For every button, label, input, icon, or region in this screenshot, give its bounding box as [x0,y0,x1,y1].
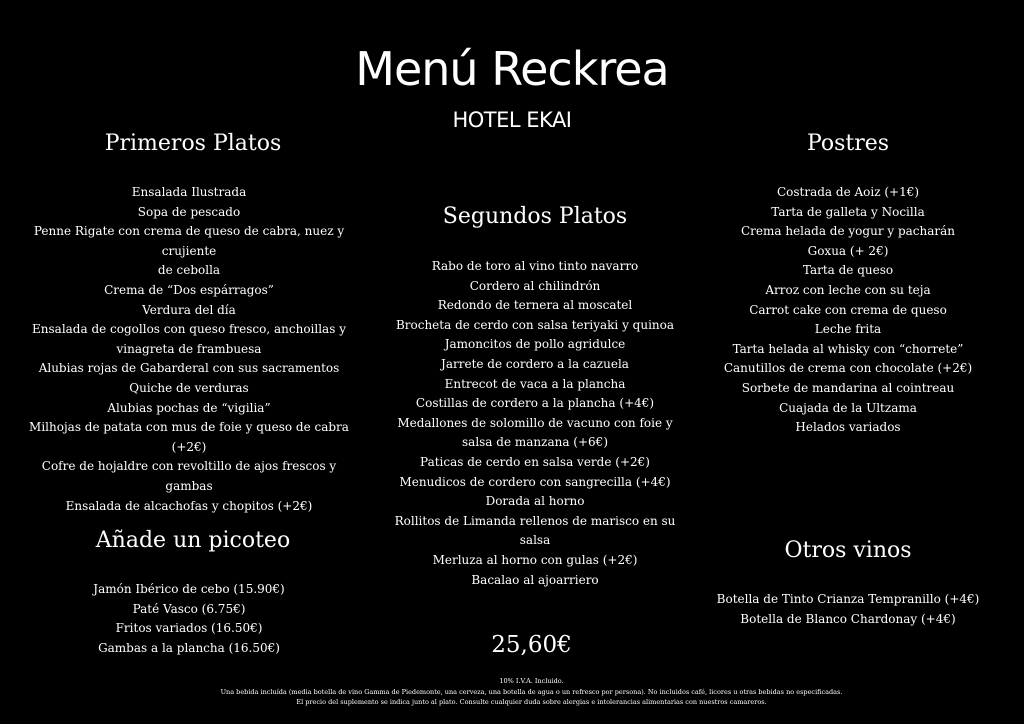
postres-heading: Postres [806,131,890,156]
list-item: salsa de manzana (+6€) [462,435,608,450]
list-item: Ensalada de cogollos con queso fresco, anchoillas y [32,322,346,337]
menu-title: Menú Reckrea [355,42,669,96]
postres-list [700,183,996,438]
hotel-name: HOTEL EKAI [452,108,572,132]
list-item: Cuajada de la Ultzama [779,400,917,415]
list-item: Redondo de ternera al moscatel [437,298,633,313]
list-item: Milhojas de patata con mus de foie y queso de cabra (+2€) [29,420,349,454]
list-item: Sorbete de mandarina al cointreau [741,380,955,395]
list-item: Jamoncitos de pollo agridulce [444,337,626,352]
list-item: Alubias rojas de Gabarderal con sus sacramentos [38,361,340,376]
list-item: Costrada de Aoiz (+1€) [776,185,920,199]
footer-iva: 10% I.V.A. Incluido. [499,677,564,685]
list-item: Crema de “Dos espárragos” [104,282,274,297]
list-item: Fritos variados (16.50€) [115,621,263,636]
list-item: Penne Rigate con crema de queso de cabra, nuez y crujiente [33,224,345,258]
list-item: vinagreta de frambuesa [116,341,262,356]
list-item: Helados variados [795,420,901,435]
list-item: Merluza al horno con gulas (+2€) [432,552,638,567]
list-item: Cordero al chilindrón [469,278,601,293]
list-item: Goxua (+ 2€) [807,243,889,258]
list-item: Paticas de cerdo en salsa verde (+2€) [420,454,650,469]
list-item: Leche frita [814,322,882,337]
list-item: Gambas a la plancha (16.50€) [98,640,280,655]
list-item: Brocheta de cerdo con salsa teriyaki y quinoa [395,317,675,332]
list-item: Alubias pochas de “vigilia” [107,400,271,415]
list-item: Ensalada Ilustrada [131,185,247,199]
list-item: Botella de Blanco Chardonay (+4€) [740,611,956,626]
list-item: de cebolla [157,263,221,278]
picoteo-heading: Añade un picoteo [95,528,291,553]
list-item: Canutillos de crema con chocolate (+2€) [723,361,973,376]
list-item: Jarrete de cordero a la cazuela [441,356,629,371]
list-item: Quiche de verduras [129,380,249,395]
list-item: Carrot cake con crema de queso [749,302,947,317]
list-item: Crema helada de yogur y pacharán [740,224,956,239]
list-item: Entrecot de vaca a la plancha [444,376,626,391]
list-item: Ensalada de alcachofas y chopitos (+2€) [65,498,313,513]
list-item: Arroz con leche con su teja [765,282,931,297]
list-item: Cofre de hojaldre con revoltillo de ajos frescos y gambas [41,459,337,493]
list-item: Bacalao al ajoarriero [471,572,599,587]
list-item: Medallones de solomillo de vacuno con foie y [397,415,673,430]
list-item: Rabo de toro al vino tinto navarro [431,259,639,273]
list-item: Dorada al horno [485,494,585,509]
list-item: Menudicos de cordero con sangrecilla (+4€) [399,474,671,489]
list-item: Costillas de cordero a la plancha (+4€) [415,396,655,411]
segundos-heading: Segundos Platos [442,204,628,229]
list-item: Tarta helada al whisky con “chorrete” [732,341,964,356]
list-item: Botella de Tinto Crianza Tempranillo (+4€) [716,592,980,606]
list-item: Tarta de galleta y Nocilla [771,204,925,219]
vinos-list [700,590,996,629]
primeros-list [28,183,350,516]
list-item: Tarta de queso [802,263,894,278]
segundos-list [378,257,692,590]
primeros-heading: Primeros Platos [104,131,282,156]
list-item: Verdura del día [142,302,236,317]
vinos-heading: Otros vinos [784,538,912,563]
footer-suplemento: El precio del suplemento se indica junto al plato. Consulte cualquier duda sobre alergias e intolerancias alimentarias con nuestros camareros. [296,698,767,706]
footer-bebida: Una bebida incluída (media botella de vino Gamma de Piedemonte, una cerveza, una botella de agua o un refresco por persona). No incluidos café, licores u otras bebidas no especificadas. [220,688,843,696]
menu-price: 25,60€ [491,632,572,658]
list-item: Jamón Ibérico de cebo (15.90€) [93,582,285,596]
list-item: Paté Vasco (6.75€) [132,601,246,616]
list-item: Sopa de pescado [137,204,241,219]
list-item: Rollitos de Limanda rellenos de marisco en su salsa [394,513,676,548]
